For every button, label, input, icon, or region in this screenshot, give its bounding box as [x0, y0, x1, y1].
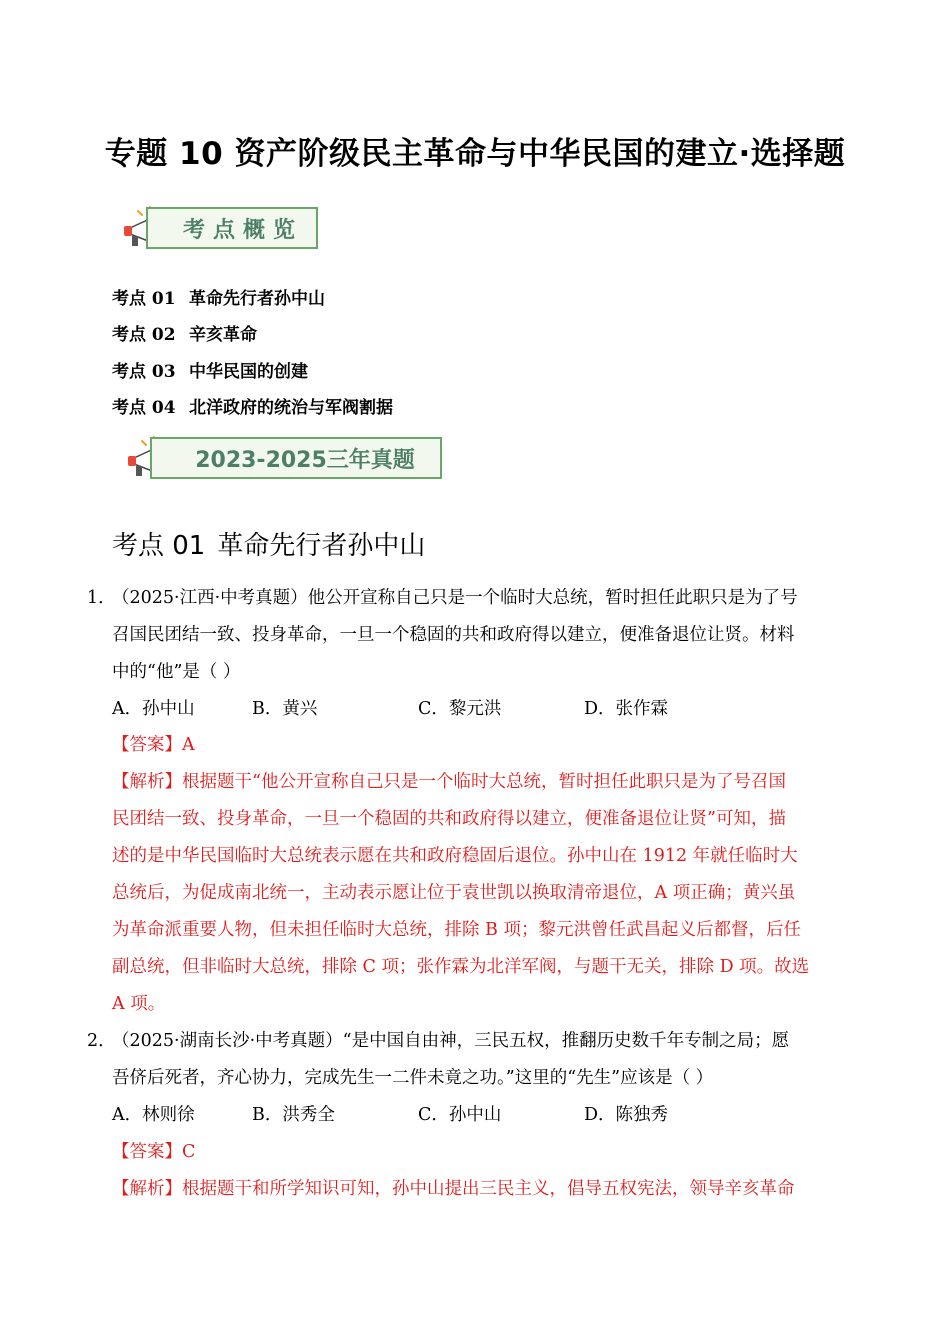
- question-stem-line: 吾侪后死者，齐心协力，完成先生一二件未竟之功。”这里的“先生”应该是（ ）: [112, 1068, 714, 1088]
- question-number: 2．: [87, 1031, 116, 1051]
- overview-banner-label: 考点概览: [146, 207, 318, 249]
- topic-label: 北洋政府的统治与军阀割据: [189, 398, 393, 419]
- answer: 【答案】A: [112, 735, 195, 755]
- option-b: B．黄兴: [252, 699, 318, 719]
- option-d: D．张作霖: [584, 699, 669, 719]
- question-stem-line: （2025·江西·中考真题）他公开宣称自己只是一个临时大总统，暂时担任此职只是为了号: [112, 588, 798, 608]
- analysis-line: 【解析】根据题干“他公开宣称自己只是一个临时大总统，暂时担任此职只是为了号召国: [112, 772, 786, 792]
- analysis-line: A 项。: [112, 994, 166, 1014]
- answer: 【答案】C: [112, 1142, 196, 1162]
- topic-item: [112, 315, 393, 352]
- option-a: A．孙中山: [112, 699, 195, 719]
- analysis-line: 副总统，但非临时大总统，排除 C 项；张作霖为北洋军阀，与题干无关，排除 D 项。故选: [112, 957, 810, 977]
- question-number: 1．: [87, 588, 116, 608]
- section-number: 考点 01: [112, 531, 206, 561]
- section-label: 革命先行者孙中山: [217, 531, 426, 561]
- overview-banner: [120, 206, 318, 250]
- topic-label: 中华民国的创建: [189, 361, 308, 382]
- topic-label: 辛亥革命: [189, 325, 257, 346]
- option-c: C．黎元洪: [418, 699, 502, 719]
- topic-number: 考点 03: [112, 361, 176, 382]
- topic-number: 考点 04: [112, 398, 176, 419]
- page-title: 专题 10 资产阶级民主革命与中华民国的建立·选择题: [104, 136, 846, 172]
- option-c: C．孙中山: [418, 1105, 502, 1125]
- analysis-line: 述的是中华民国临时大总统表示愿在共和政府稳固后退位。孙中山在 1912 年就任临时大: [112, 846, 798, 866]
- topic-label: 革命先行者孙中山: [189, 288, 325, 309]
- option-b: B．洪秀全: [252, 1105, 335, 1125]
- analysis-line: 总统后，为促成南北统一，主动表示愿让位于袁世凯以换取清帝退位，A 项正确；黄兴虽: [112, 883, 796, 903]
- topic-list: [112, 278, 393, 424]
- years-banner: [124, 436, 442, 480]
- years-banner-label: 2023-2025三年真题: [150, 437, 442, 479]
- topic-item: [112, 278, 393, 315]
- question-stem-line: 中的“他”是（ ）: [112, 662, 241, 682]
- topic-item: [112, 388, 393, 425]
- topic-number: 考点 02: [112, 325, 176, 346]
- analysis-line: 为革命派重要人物，但未担任临时大总统，排除 B 项；黎元洪曾任武昌起义后都督，后任: [112, 920, 801, 940]
- analysis-line: 【解析】根据题干和所学知识可知，孙中山提出三民主义，倡导五权宪法，领导辛亥革命: [112, 1179, 795, 1199]
- analysis-line: 民团结一致、投身革命，一旦一个稳固的共和政府得以建立，便准备退位让贤”可知，描: [112, 809, 786, 829]
- question-stem-line: 召国民团结一致、投身革命，一旦一个稳固的共和政府得以建立，便准备退位让贤。材料: [112, 625, 795, 645]
- topic-number: 考点 01: [112, 288, 176, 309]
- question-stem-line: （2025·湖南长沙·中考真题）“是中国自由神，三民五权，推翻历史数千年专制之局；愿: [112, 1031, 790, 1051]
- option-a: A．林则徐: [112, 1105, 195, 1125]
- section-heading: [112, 525, 425, 562]
- option-d: D．陈独秀: [584, 1105, 669, 1125]
- topic-item: [112, 351, 393, 388]
